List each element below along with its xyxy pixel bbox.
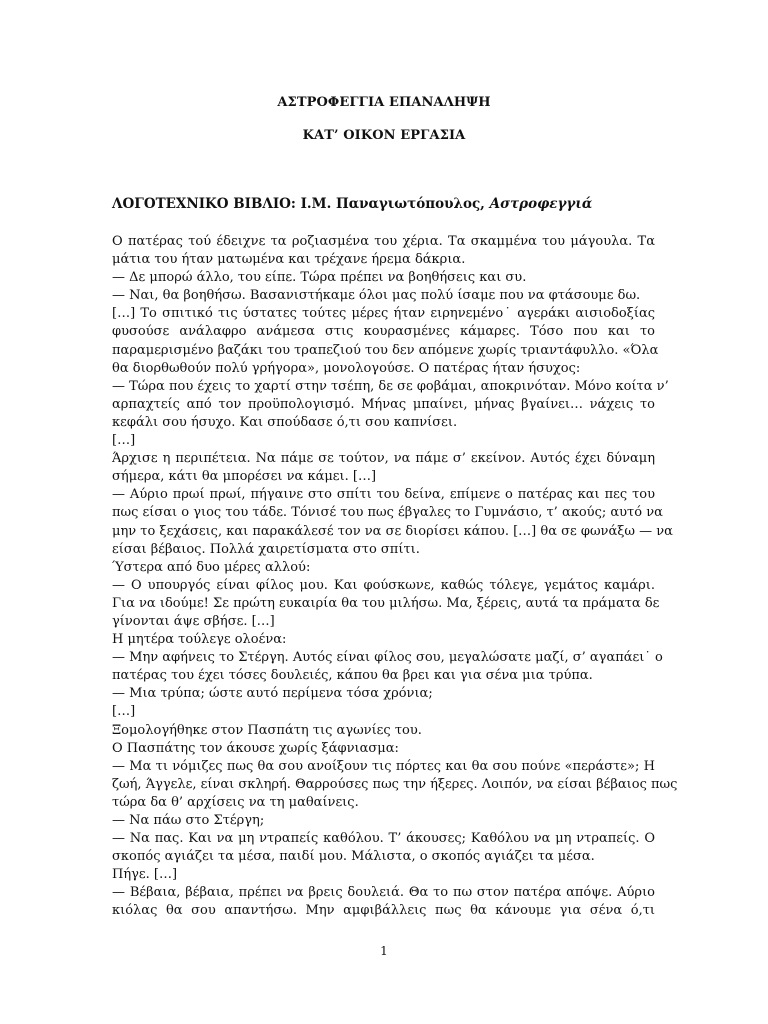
body-line: ζωή, Άγγελε, είναι σκληρή. Θαρρούσες πως την ήξερες. Λοιπόν, να είσαι βέβαιος πως [112,776,678,792]
section-heading-prefix: ΛΟΓΟΤΕΧΝΙΚΟ ΒΙΒΛΙΟ: Ι.Μ. Παναγιωτόπουλος, [112,196,485,212]
body-line: πως είσαι ο γιος του τάδε. Τόνισέ του πως έβγαλες το Γυμνάσιο, τ’ ακούς; αυτό να [112,505,663,521]
body-line: — Αύριο πρωί πρωί, πήγαινε στο σπίτι του δείνα, επίμενε ο πατέρας και πες του [112,487,655,503]
body-line: — Να πάω στο Στέργη; [112,813,265,828]
body-line: — Δε μπορώ άλλο, του είπε. Τώρα πρέπει να βοηθήσεις και συ. [112,270,527,286]
body-line: μην το ξεχάσεις, και παρακάλεσέ τον να σε διορίσει κάπου. […] θα σε φωνάξω — να [112,523,673,539]
section-heading [112,196,592,212]
body-line: Ο πατέρας τού έδειχνε τα ροζιασμένα του χέρια. Τα σκαμμένα του μάγουλα. Τα [112,234,655,249]
body-line: αρπαχτείς από τον προϋπολογισμό. Μήνας μπαίνει, μήνας βγαίνει… νάχεις το [112,396,655,412]
body-line: — Να πας. Και να μη ντραπείς καθόλου. Τ’ άκουσες; Καθόλου να μη ντραπείς. Ο [112,831,655,847]
body-line: […] [112,433,136,449]
body-line: — Ο υπουργός είναι φίλος μου. Και φούσκωνε, καθώς τόλεγε, γεμάτος καμάρι. [112,577,655,593]
body-line: σκοπός αγιάζει τα μέσα, παιδί μου. Μάλιστα, ο σκοπός αγιάζει τα μέσα. [112,849,595,865]
page-number: 1 [380,944,388,958]
body-line: γίνονται άψε σβήσε. […] [112,613,275,629]
body-line: […] [112,704,136,720]
document-subtitle: ΚΑΤ’ ΟΙΚΟΝ ΕΡΓΑΣΙΑ [302,128,466,143]
body-line: είσαι βέβαιος. Πολλά χαιρετίσματα στο σπίτι. [112,541,420,557]
book-title: Αστροφεγγιά [489,196,593,212]
body-line: — Μια τρύπα; ώστε αυτό περίμενα τόσα χρόνια; [112,686,433,702]
body-line: φυσούσε ανάλαφρο ανάμεσα στις κουρασμένες κάμαρες. Τόσο που και το [112,324,655,340]
body-line: Πήγε. […] [112,867,178,883]
body-line: τώρα δα θ’ αρχίσεις να τη μαθαίνεις. [112,794,359,810]
body-line: — Μην αφήνεις το Στέργη. Αυτός είναι φίλος σου, μεγαλώσατε μαζί, σ’ αγαπάει˙ ο [112,650,663,666]
body-line: μάτια του ήταν ματωμένα και τρέχανε ήρεμα δάκρια. [112,252,466,268]
body-line: πατέρας του έχει τόσες δουλειές, κάπου θα βρει και για σένα μια τρύπα. [112,668,593,684]
body-text [112,233,678,921]
body-line: — Μα τι νόμιζες πως θα σου ανοίξουν τις πόρτες και θα σου πούνε «περάστε»; Η [112,758,655,774]
body-line: κεφάλι σου ήσυχο. Και σπούδασε ό,τι σου καπνίσει. [112,414,458,430]
body-line: Ο Πασπάτης τον άκουσε χωρίς ξάφνιασμα: [112,740,399,756]
document-title: ΑΣΤΡΟΦΕΓΓΙΑ ΕΠΑΝΑΛΗΨΗ [277,95,491,110]
body-line: κιόλας θα σου απαντήσω. Μην αμφιβάλλεις πως θα κάνουμε για σένα ό,τι [112,903,655,919]
body-line: Η μητέρα τούλεγε ολοένα: [112,632,287,648]
body-line: σήμερα, κάτι θα μπορέσει να κάμει. […] [112,469,377,485]
body-line: παραμερισμένο βαζάκι του τραπεζιού του δεν απόμενε χωρίς τριαντάφυλλο. «Όλα [112,342,659,358]
body-line: — Τώρα που έχεις το χαρτί στην τσέπη, δε σε φοβάμαι, αποκρινόταν. Μόνο κοίτα ν’ [112,378,669,394]
body-line: θα διορθωθούν πολύ γρήγορα», μονολογούσε. Ο πατέρας ήταν ήσυχος: [112,360,581,376]
body-line: — Ναι, θα βοηθήσω. Βασανιστήκαμε όλοι μας πολύ ίσαμε που να φτάσουμε δω. [112,288,641,304]
body-line: Ξομολογήθηκε στον Πασπάτη τις αγωνίες του. [112,722,422,738]
body-line: — Βέβαια, βέβαια, πρέπει να βρεις δουλειά. Θα το πω στον πατέρα απόψε. Αύριο [112,885,655,901]
body-line: […] Το σπιτικό τις ύστατες τούτες μέρες ήταν ειρηνεμένο˙ αγεράκι αισιοδοξίας [112,306,655,322]
body-line: Για να ιδούμε! Σε πρώτη ευκαιρία θα του μιλήσω. Μα, ξέρεις, αυτά τα πράματα δε [112,595,660,611]
body-line: Άρχισε η περιπέτεια. Να πάμε σε τούτον, να πάμε σ’ εκείνον. Αυτός έχει δύναμη [112,451,655,467]
body-line: Ύστερα από δυο μέρες αλλού: [112,559,311,575]
